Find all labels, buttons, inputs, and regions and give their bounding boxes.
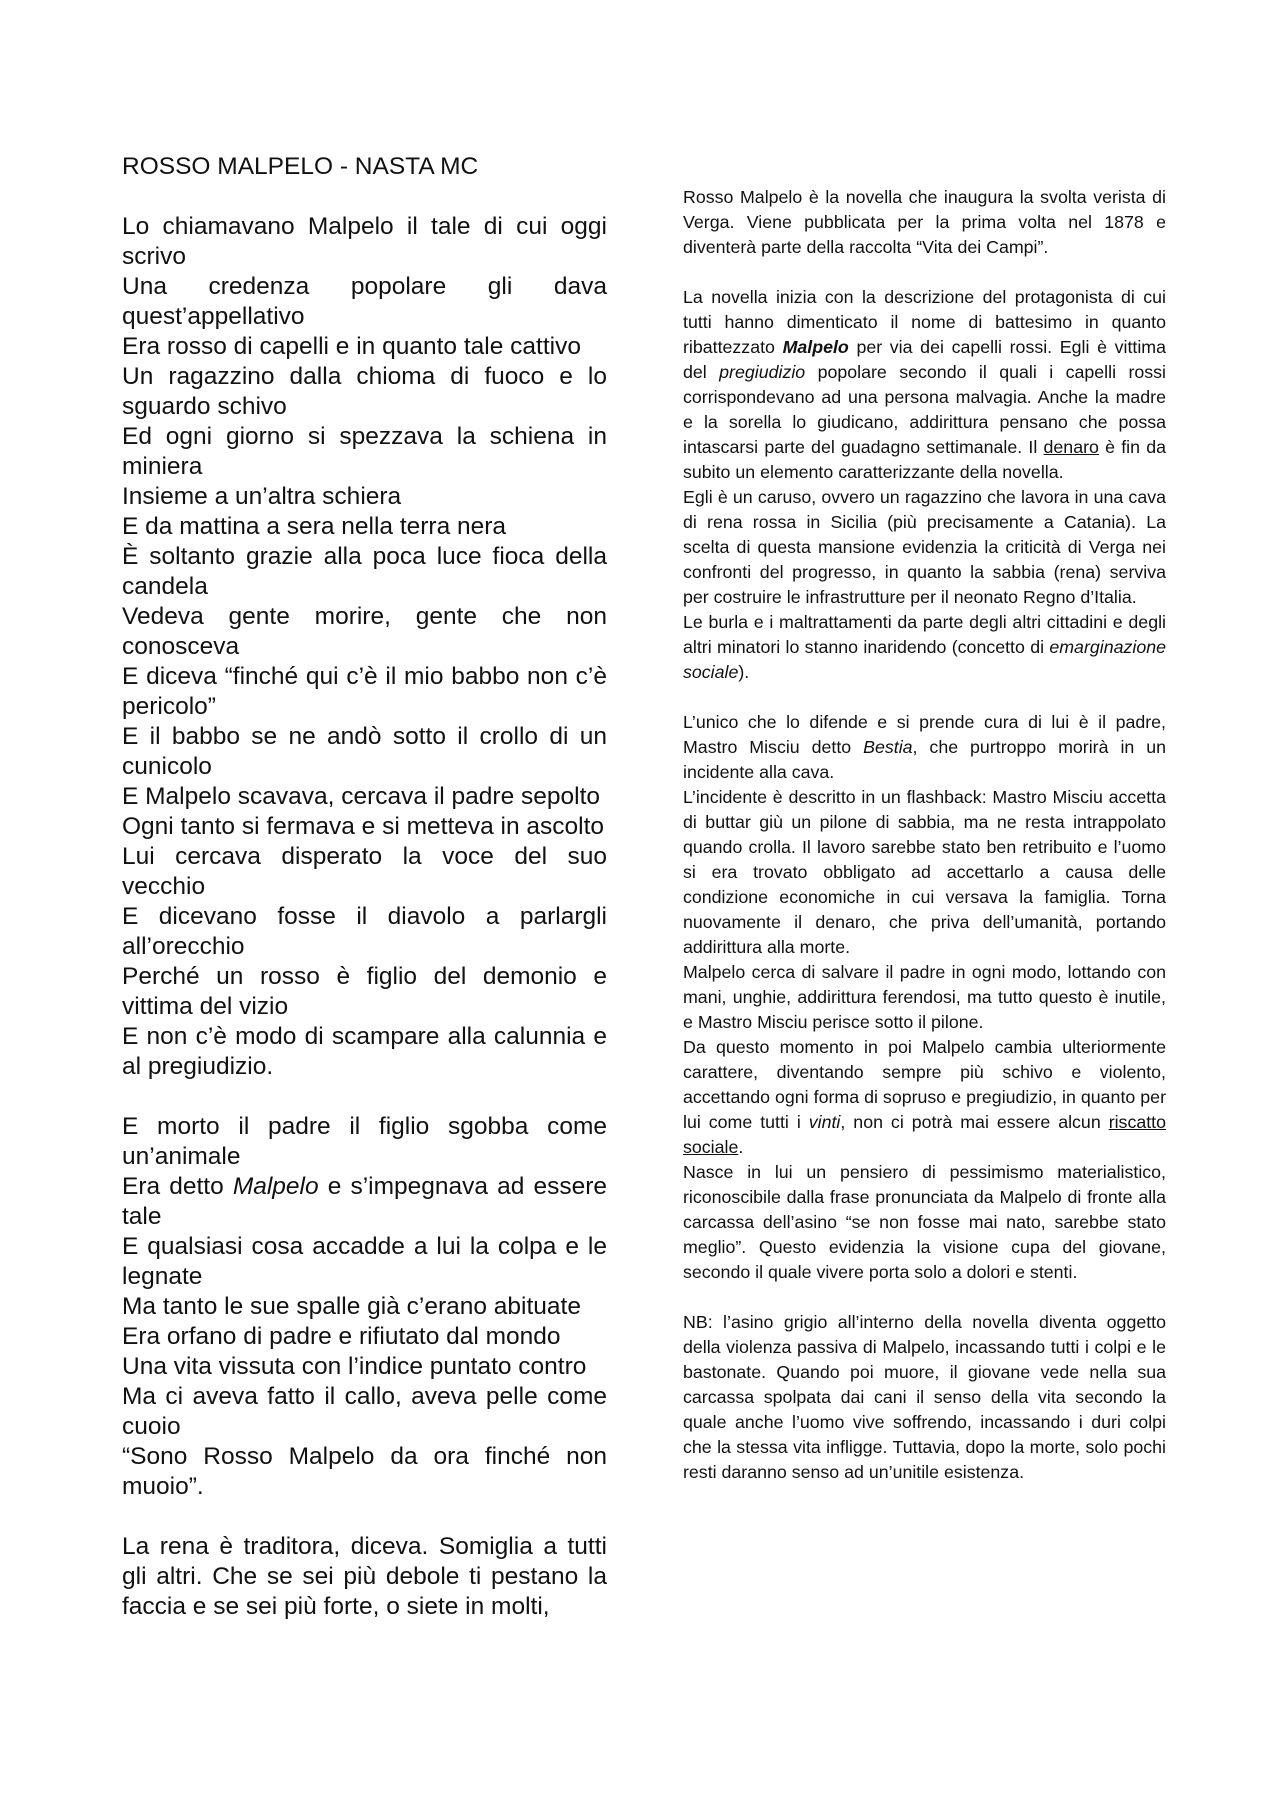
commentary-paragraph-pessimismo: Nasce in lui un pensiero di pessimismo materialistico, riconoscibile dalla frase pronunciata da Malpelo di fronte alla carcassa dell’asino “se non fosse mai nato, sarebbe stato meglio”. Questo evidenzia la visione cupa del giovane, secondo il quale vivere porta solo a dolori e stenti.: [683, 1162, 1166, 1282]
poem-column: [122, 152, 607, 1652]
text-run: La novella inizia con la descrizione del protagonista di cui tutti hanno dimenticato il nome di battesimo in quanto ribattezzato: [683, 287, 1166, 357]
poem-line: E Malpelo scavava, cercava il padre sepolto: [122, 783, 601, 810]
poem-line: La rena è traditora, diceva. Somiglia a tutti gli altri. Che se sei più debole ti pestano la faccia e se sei più forte, o siete in molti,: [122, 1533, 607, 1620]
commentary-paragraph-carattere: [683, 1035, 1166, 1160]
commentary-paragraph-emarginazione: [683, 610, 1166, 685]
poem-line: Ed ogni giorno si spezzava la schiena in miniera: [122, 423, 607, 480]
poem-line: Ma ci aveva fatto il callo, aveva pelle come cuoio: [122, 1383, 607, 1440]
text-run: ).: [738, 662, 750, 682]
commentary-paragraph-protagonist: [683, 285, 1166, 485]
poem-line: Una credenza popolare gli dava quest’appellativo: [122, 273, 607, 330]
poem-line: Una vita vissuta con l’indice puntato contro: [122, 1353, 587, 1380]
poem-line-with-italic: [122, 1172, 607, 1232]
poem-stanza-1: [122, 212, 607, 1082]
poem-line: Era rosso di capelli e in quanto tale cattivo: [122, 333, 581, 360]
underline-riscatto-sociale: riscatto sociale: [683, 1112, 1166, 1157]
poem-line: Un ragazzino dalla chioma di fuoco e lo sguardo schivo: [122, 363, 607, 420]
poem-line: E non c’è modo di scampare alla calunnia e al pregiudizio.: [122, 1023, 607, 1080]
poem-line: E diceva “finché qui c’è il mio babbo non c’è pericolo”: [122, 663, 607, 720]
poem-line: Lui cercava disperato la voce del suo vecchio: [122, 843, 607, 900]
poem-line: E dicevano fosse il diavolo a parlargli all’orecchio: [122, 903, 607, 960]
commentary-paragraph-incidente: L’incidente è descritto in un flashback: Mastro Misciu accetta di buttar giù un pilone di sabbia, ma ne resta intrappolato quando crolla. Il lavoro sarebbe stato ben retribuito e l’uomo si era trovato obbligato ad accettarlo a causa delle condizione economiche in cui versava la famiglia. Torna nuovamente il denaro, che priva dell’umanità, portando addirittura alla morte.: [683, 787, 1166, 957]
text-run: , non ci potrà mai essere alcun: [840, 1112, 1109, 1132]
commentary-column: [683, 185, 1166, 1485]
text-run: per via dei capelli rossi. Egli è vittima del: [683, 337, 1167, 382]
poem-stanza-3: [122, 1532, 607, 1622]
text-run: .: [738, 1137, 744, 1157]
text-run: Le burla e i maltrattamenti da parte degli altri cittadini e degli altri minatori lo stanno inaridendo (concetto di: [683, 612, 1166, 657]
emphasis-emarginazione: emarginazione sociale: [683, 637, 1166, 682]
poem-line: E da mattina a sera nella terra nera: [122, 513, 507, 540]
poem-line-text: e s’impegnava ad essere tale: [122, 1173, 607, 1230]
commentary-paragraph-nota-asino: NB: l’asino grigio all’interno della novella diventa oggetto della violenza passiva di Malpelo, incassando tutti i colpi e le bastonate. Quando poi muore, il giovane vede nella sua carcassa spolpata dai cani il senso della vita secondo la quale anche l’uomo vive soffrendo, incassando i duri colpi che la stessa vita infligge. Tuttavia, dopo la morte, solo pochi resti daranno senso ad un’unitile esistenza.: [683, 1312, 1166, 1482]
poem-line: Lo chiamavano Malpelo il tale di cui oggi scrivo: [122, 213, 607, 270]
commentary-paragraph-caruso: Egli è un caruso, ovvero un ragazzino che lavora in una cava di rena rossa in Sicilia (più precisamente a Catania). La scelta di questa mansione evidenzia la criticità di Verga nei confronti del progresso, in quanto la sabbia (rena) serviva per costruire le infrastrutture per il neonato Regno d’Italia.: [683, 487, 1166, 607]
poem-line: Era orfano di padre e rifiutato dal mondo: [122, 1323, 561, 1350]
poem-line: E morto il padre il figlio sgobba come un’animale: [122, 1113, 607, 1170]
poem-line: Ogni tanto si fermava e si metteva in ascolto: [122, 813, 605, 840]
poem-line: Vedeva gente morire, gente che non conosceva: [122, 603, 607, 660]
emphasis-pregiudizio: pregiudizio: [719, 362, 806, 382]
emphasis-bestia: Bestia: [863, 737, 913, 757]
poem-line: E il babbo se ne andò sotto il crollo di un cunicolo: [122, 723, 607, 780]
poem-line: Insieme a un’altra schiera: [122, 483, 402, 510]
poem-stanza-2: [122, 1112, 607, 1502]
poem-line: Perché un rosso è figlio del demonio e vittima del vizio: [122, 963, 607, 1020]
text-run: L’unico che lo difende e si prende cura di lui è il padre, Mastro Misciu detto: [683, 712, 1166, 757]
emphasis-vinti: vinti: [808, 1112, 841, 1132]
emphasis-malpelo: Malpelo: [782, 337, 849, 357]
underline-denaro: denaro: [1043, 437, 1099, 457]
poem-line: E qualsiasi cosa accadde a lui la colpa e le legnate: [122, 1233, 607, 1290]
poem-line: “Sono Rosso Malpelo da ora finché non muoio”.: [122, 1443, 607, 1500]
poem-line: Ma tanto le sue spalle già c’erano abituate: [122, 1293, 581, 1320]
commentary-paragraph-intro: Rosso Malpelo è la novella che inaugura la svolta verista di Verga. Viene pubblicata per la prima volta nel 1878 e diventerà parte della raccolta “Vita dei Campi”.: [683, 187, 1166, 257]
poem-line-italic-name: Malpelo: [232, 1173, 319, 1200]
text-run: Da questo momento in poi Malpelo cambia ulteriormente carattere, diventando sempre più schivo e violento, accettando ogni forma di sopruso e pregiudizio, in quanto per lui come tutti i: [683, 1037, 1166, 1132]
poem-line: È soltanto grazie alla poca luce fioca della candela: [122, 543, 607, 600]
text-run: è fin da subito un elemento caratterizzante della novella.: [683, 437, 1166, 482]
poem-line-text: Era detto: [122, 1173, 233, 1200]
text-run: popolare secondo il quali i capelli rossi corrispondevano ad una persona malvagia. Anche la madre e la sorella lo giudicano, addirittura pensano che possa intascarsi parte del guadagno settimanale. Il: [683, 362, 1167, 457]
commentary-paragraph-padre: [683, 710, 1166, 785]
page-title: ROSSO MALPELO - NASTA MC: [122, 153, 479, 180]
text-run: , che purtroppo morirà in un incidente alla cava.: [683, 737, 1167, 782]
commentary-paragraph-salvataggio: Malpelo cerca di salvare il padre in ogni modo, lottando con mani, unghie, addirittura ferendosi, ma tutto questo è inutile, e Mastro Misciu perisce sotto il pilone.: [683, 962, 1166, 1032]
